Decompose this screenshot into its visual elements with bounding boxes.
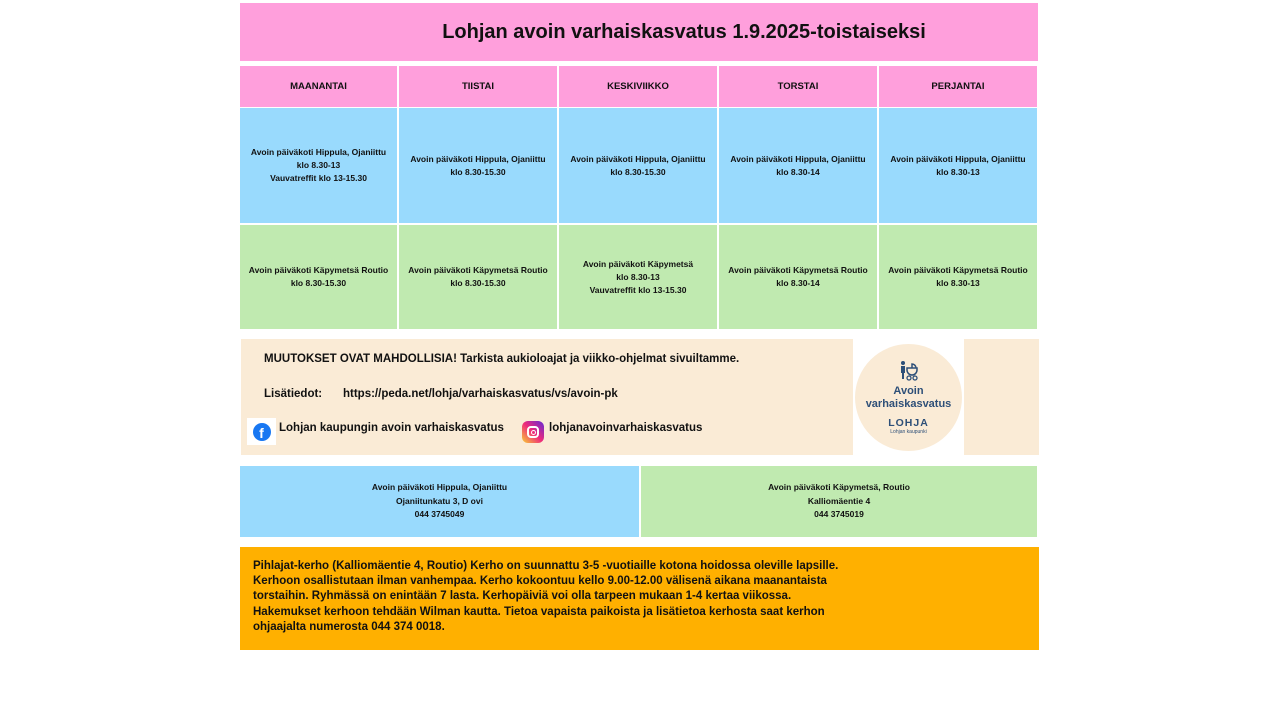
address-line: Ojaniitunkatu 3, D ovi <box>396 495 483 506</box>
logo-line-1: Avoin <box>893 385 924 397</box>
kerho-line: Kerhoon osallistutaan ilman vanhempaa. Kerho kokoontuu kello 9.00-12.00 välisenä aikana maanantaista <box>253 575 827 588</box>
cell-line: klo 8.30-15.30 <box>450 166 506 177</box>
cell-line: klo 8.30-15.30 <box>450 278 506 288</box>
schedule-cell-hippula-wednesday <box>559 108 717 223</box>
facebook-link[interactable]: Lohjan kaupungin avoin varhaiskasvatus <box>279 422 504 434</box>
cell-line: Avoin päiväkoti Hippula, Ojaniittu <box>570 153 706 164</box>
cell-line: klo 8.30-14 <box>776 278 820 288</box>
kerho-line: ohjaajalta numerosta 044 374 0018. <box>253 620 445 633</box>
changes-notice: MUUTOKSET OVAT MAHDOLLISIA! Tarkista aukioloajat ja viikko-ohjelmat sivuiltamme. <box>264 353 740 365</box>
kerho-line: torstaihin. Ryhmässä on enintään 7 lasta. Kerhopäiviä voi olla tarpeen mukaan 1-4 kertaa viikossa. <box>253 590 792 603</box>
family-stroller-icon <box>897 360 921 382</box>
cell-line: klo 8.30-13 <box>616 271 660 282</box>
address-line: Avoin päiväkoti Käpymetsä, Routio <box>768 482 910 493</box>
address-kapymetsa <box>641 466 1037 537</box>
address-line: Kalliomäentie 4 <box>807 495 871 506</box>
schedule-cell-kapymetsa-tuesday <box>399 225 557 329</box>
more-info-link[interactable]: https://peda.net/lohja/varhaiskasvatus/vs/avoin-pk <box>343 388 618 400</box>
cell-line: Avoin päiväkoti Käpymetsä Routio <box>888 265 1028 275</box>
schedule-cell-kapymetsa-wednesday <box>559 225 717 329</box>
schedule-cell-kapymetsa-monday <box>240 225 397 329</box>
more-info-label: Lisätiedot: <box>264 388 323 400</box>
schedule-cell-hippula-monday <box>240 108 397 223</box>
schedule-cell-hippula-tuesday <box>399 108 557 223</box>
day-header-tuesday: TIISTAI <box>399 66 557 107</box>
instagram-link[interactable]: lohjanavoinvarhaiskasvatus <box>549 422 703 434</box>
cell-line: klo 8.30-15.30 <box>290 278 347 288</box>
cell-line: Vauvatreffit klo 13-15.30 <box>270 173 367 183</box>
cell-line: Avoin päiväkoti Hippula, Ojaniittu <box>410 153 546 164</box>
cell-line: Avoin päiväkoti Hippula, Ojaniittu <box>890 153 1026 164</box>
address-line: 044 3745019 <box>814 509 864 520</box>
avoin-varhaiskasvatus-logo <box>855 344 962 451</box>
kerho-line: Pihlajat-kerho (Kalliomäentie 4, Routio) Kerho on suunnattu 3-5 -vuotiaille kotona hoidossa oleville lapsille. <box>253 560 839 572</box>
page-title-banner <box>240 3 1038 61</box>
address-line: Avoin päiväkoti Hippula, Ojaniittu <box>371 482 508 493</box>
cell-line: Avoin päiväkoti Käpymetsä Routio <box>408 265 548 275</box>
schedule-cell-hippula-thursday <box>719 108 877 223</box>
page-title: Lohjan avoin varhaiskasvatus 1.9.2025-toistaiseksi <box>442 20 926 43</box>
instagram-icon[interactable] <box>522 421 544 443</box>
info-panel-right <box>964 339 1039 455</box>
cell-line: Vauvatreffit klo 13-15.30 <box>589 284 687 295</box>
address-hippula <box>240 466 639 537</box>
facebook-icon[interactable]: f <box>247 418 276 445</box>
kerho-line: Hakemukset kerhoon tehdään Wilman kautta. Tietoa vapaista paikoista ja lisätietoa kerhosta saat kerhon <box>253 605 825 618</box>
cell-line: Avoin päiväkoti Käpymetsä <box>582 258 694 269</box>
schedule-cell-hippula-friday <box>879 108 1037 223</box>
logo-line-2: varhaiskasvatus <box>865 398 952 410</box>
kerho-info-box <box>240 547 1039 650</box>
lohja-brand: LOHJA <box>888 417 929 429</box>
schedule-cell-kapymetsa-thursday <box>719 225 877 329</box>
cell-line: klo 8.30-13 <box>936 166 980 177</box>
cell-line: Avoin päiväkoti Hippula, Ojaniittu <box>250 147 387 157</box>
day-header-thursday: TORSTAI <box>719 66 877 107</box>
cell-line: Avoin päiväkoti Käpymetsä Routio <box>248 265 389 275</box>
lohja-subtitle: Lohjan kaupunki <box>890 429 927 435</box>
cell-line: klo 8.30-14 <box>776 166 820 177</box>
day-header-friday: PERJANTAI <box>879 66 1037 107</box>
day-header-monday: MAANANTAI <box>240 66 397 107</box>
cell-line: Avoin päiväkoti Hippula, Ojaniittu <box>730 153 866 164</box>
address-line: 044 3745049 <box>414 509 465 520</box>
cell-line: klo 8.30-15.30 <box>610 166 666 177</box>
cell-line: klo 8.30-13 <box>296 160 341 170</box>
day-header-wednesday: KESKIVIIKKO <box>559 66 717 107</box>
cell-line: klo 8.30-13 <box>936 278 980 288</box>
cell-line: Avoin päiväkoti Käpymetsä Routio <box>728 265 868 275</box>
schedule-cell-kapymetsa-friday <box>879 225 1037 329</box>
